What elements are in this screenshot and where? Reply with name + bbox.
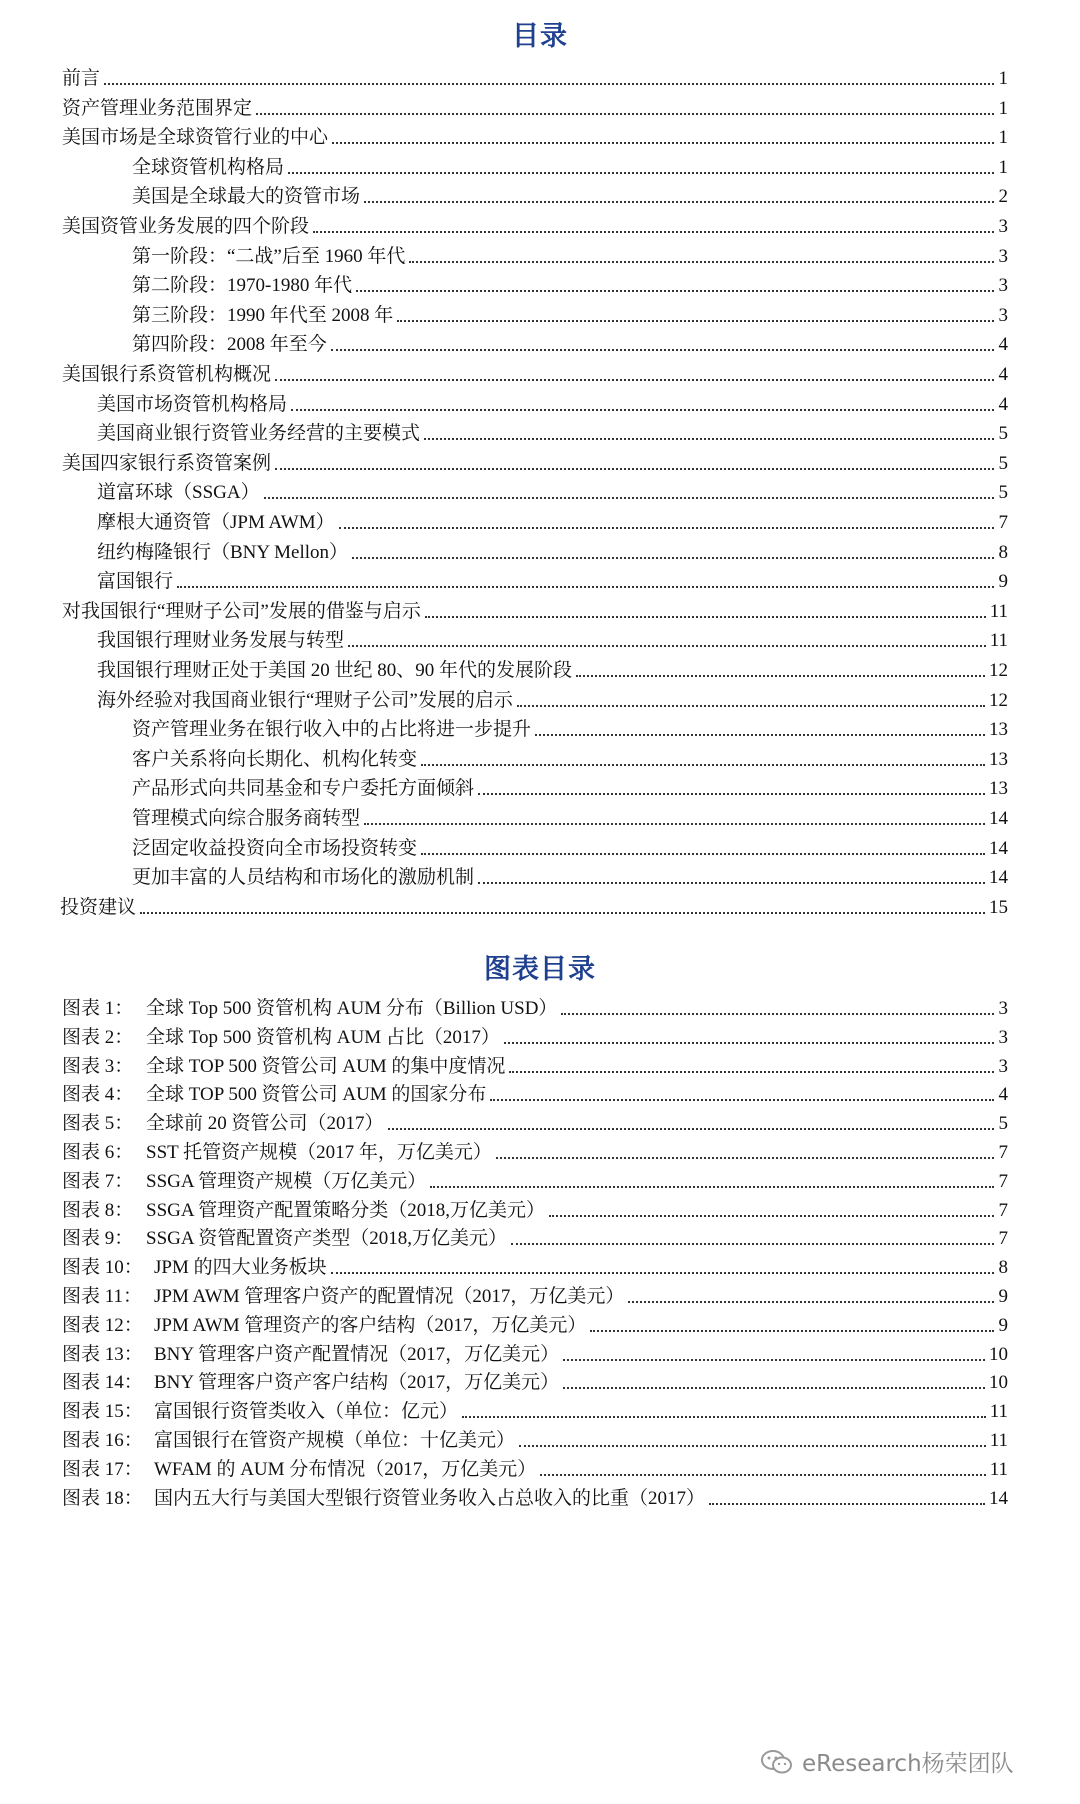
dot-leader	[561, 1013, 994, 1015]
dot-leader	[496, 1157, 994, 1159]
figure-entry-label: BNY 管理客户资产配置情况（2017，万亿美元）	[154, 1343, 560, 1365]
dot-leader	[519, 1445, 986, 1447]
figure-entry-page: 7	[998, 1142, 1008, 1163]
figure-entry[interactable]	[62, 1480, 1008, 1510]
toc-entry-page: 4	[998, 364, 1008, 385]
dot-leader	[478, 793, 985, 795]
toc-entry[interactable]	[132, 267, 1008, 297]
dot-leader	[364, 823, 985, 825]
dot-leader	[177, 586, 994, 588]
toc-entry-page: 13	[989, 719, 1008, 741]
figure-entry[interactable]	[62, 1307, 1008, 1337]
figure-entry-label: JPM AWM 管理资产的客户结构（2017，万亿美元）	[154, 1314, 587, 1336]
figure-entry-number: 图表 7：	[62, 1170, 134, 1192]
toc-entry-page: 3	[998, 275, 1008, 297]
figure-entry-number: 图表 12：	[62, 1314, 143, 1336]
toc-entry-label: 我国银行理财正处于美国 20 世纪 80、90 年代的发展阶段	[97, 660, 573, 681]
toc-entry-page: 3	[998, 304, 1008, 326]
figure-entry-label: WFAM 的 AUM 分布情况（2017，万亿美元）	[154, 1458, 537, 1480]
figure-entry[interactable]	[62, 1192, 1008, 1222]
dot-leader	[256, 113, 994, 115]
dot-leader	[275, 468, 994, 470]
figure-entry-label: 国内五大行与美国大型银行资管业务收入占总收入的比重（2017）	[154, 1487, 706, 1509]
toc-entry[interactable]	[97, 652, 1008, 682]
toc-entry-label: 富国银行	[97, 571, 174, 593]
figure-entry-label: SSGA 资管配置资产类型（2018,万亿美元）	[146, 1228, 508, 1250]
figure-entry[interactable]	[62, 1336, 1008, 1366]
dot-leader	[490, 1099, 994, 1101]
figure-entry[interactable]	[62, 1220, 1008, 1250]
dot-leader	[462, 1416, 986, 1418]
dot-leader	[388, 1128, 994, 1130]
figure-entry-label: 全球前 20 资管公司（2017）	[146, 1113, 384, 1135]
toc-entry-label: 美国市场资管机构格局	[97, 393, 288, 415]
figure-entry-number: 图表 18：	[62, 1487, 143, 1509]
figure-entry-number: 图表 9：	[62, 1228, 134, 1250]
toc-entry-page: 14	[989, 837, 1008, 859]
toc-entry-label: 美国资管业务发展的四个阶段	[62, 216, 310, 237]
dot-leader	[364, 201, 994, 203]
figure-entry-number: 图表 2：	[62, 1026, 134, 1048]
toc-entry-label: 管理模式向综合服务商转型	[132, 808, 361, 829]
dot-leader	[291, 409, 994, 411]
toc-entry[interactable]	[132, 741, 1008, 771]
dot-leader	[628, 1301, 994, 1303]
figure-entry-number: 图表 17：	[62, 1458, 143, 1480]
figure-entry-label: 富国银行在管资产规模（单位：十亿美元）	[154, 1430, 516, 1451]
wechat-icon	[760, 1748, 794, 1776]
figure-entry[interactable]	[62, 1105, 1008, 1135]
figure-entry-number: 图表 3：	[62, 1055, 134, 1077]
figure-entry-page: 4	[998, 1084, 1008, 1106]
toc-entry-page: 13	[989, 748, 1008, 770]
figure-entry-label: JPM 的四大业务板块	[154, 1257, 327, 1279]
dot-leader	[563, 1387, 985, 1389]
figure-entry[interactable]	[62, 1451, 1008, 1481]
toc-entry[interactable]	[62, 119, 1008, 149]
figure-entry-label: SSGA 管理资产规模（万亿美元）	[146, 1170, 427, 1192]
figure-entry-label: SST 托管资产规模（2017 年，万亿美元）	[146, 1142, 492, 1163]
dot-leader	[275, 379, 994, 381]
toc-entry-label: 客户关系将向长期化、机构化转变	[132, 748, 418, 770]
dot-leader	[430, 1186, 994, 1188]
toc-entry-label: 摩根大通资管（JPM AWM）	[97, 512, 335, 533]
toc-entry-label: 前言	[62, 68, 101, 89]
figure-entry-label: 全球 TOP 500 资管公司 AUM 的国家分布	[146, 1084, 487, 1106]
toc-entry[interactable]	[62, 90, 1008, 120]
figure-entry-page: 11	[989, 1430, 1008, 1451]
dot-leader	[104, 83, 994, 85]
dot-leader	[331, 1272, 994, 1274]
toc-entry[interactable]	[132, 711, 1008, 741]
dot-leader	[424, 438, 994, 440]
toc-entry[interactable]	[62, 356, 1008, 386]
figure-entry-page: 3	[998, 998, 1008, 1019]
dot-leader	[590, 1330, 994, 1332]
toc-entry-page: 1	[998, 68, 1008, 89]
toc-entry-label: 全球资管机构格局	[132, 156, 285, 178]
figure-entry-number: 图表 6：	[62, 1142, 134, 1163]
toc-entry-label: 美国商业银行资管业务经营的主要模式	[97, 423, 421, 445]
figure-entry-page: 10	[989, 1372, 1008, 1394]
toc-entry-label: 美国是全球最大的资管市场	[132, 186, 361, 208]
toc-entry[interactable]	[132, 178, 1008, 208]
toc-entry-page: 14	[989, 867, 1008, 889]
toc-entry-label: 海外经验对我国商业银行“理财子公司”发展的启示	[97, 689, 513, 711]
dot-leader	[576, 675, 985, 677]
toc-entry-page: 7	[998, 512, 1008, 533]
toc-entry-label: 我国银行理财业务发展与转型	[97, 630, 345, 652]
figure-entry[interactable]	[62, 1134, 1008, 1164]
watermark-text: eResearch杨荣团队	[802, 1751, 1014, 1777]
toc-entry-page: 4	[998, 393, 1008, 415]
figure-entry-number: 图表 14：	[62, 1372, 143, 1394]
figure-entry-label: 全球 Top 500 资管机构 AUM 分布（Billion USD）	[146, 998, 558, 1019]
dot-leader	[331, 349, 994, 351]
toc-entry[interactable]	[97, 534, 1008, 564]
figure-entry-page: 11	[989, 1458, 1008, 1480]
toc-entry-label: 产品形式向共同基金和专户委托方面倾斜	[132, 778, 475, 800]
toc-entry[interactable]	[132, 326, 1008, 356]
figure-entry-label: 富国银行资管类收入（单位：亿元）	[154, 1401, 459, 1423]
dot-leader	[540, 1474, 985, 1476]
dot-leader	[563, 1359, 985, 1361]
figure-entry[interactable]	[62, 1163, 1008, 1193]
toc-entry-label: 道富环球（SSGA）	[97, 482, 260, 504]
toc-entry-page: 8	[998, 541, 1008, 563]
toc-entry-page: 11	[989, 600, 1008, 622]
toc-entry[interactable]	[60, 889, 1008, 919]
toc-entry[interactable]	[97, 415, 1008, 445]
toc-entry-label: 对我国银行“理财子公司”发展的借鉴与启示	[62, 600, 421, 622]
figure-entry-page: 11	[989, 1401, 1008, 1423]
figure-entry-label: 全球 TOP 500 资管公司 AUM 的集中度情况	[146, 1055, 506, 1077]
dot-leader	[409, 261, 994, 263]
figure-entry-page: 10	[989, 1343, 1008, 1365]
toc-entry[interactable]	[97, 622, 1008, 652]
figure-entry-number: 图表 5：	[62, 1113, 134, 1135]
figure-list-title: 图表目录	[484, 954, 596, 985]
dot-leader	[511, 1243, 994, 1245]
figure-entry-number: 图表 11：	[62, 1286, 143, 1307]
toc-entry-page: 1	[998, 97, 1008, 119]
toc-entry[interactable]	[62, 208, 1008, 238]
toc-entry-page: 1	[998, 156, 1008, 178]
toc-entry-label: 投资建议	[60, 896, 137, 918]
figure-entry-number: 图表 15：	[62, 1401, 143, 1423]
toc-entry-page: 4	[998, 334, 1008, 356]
dot-leader	[288, 172, 994, 174]
toc-entry-label: 第二阶段：1970-1980 年代	[132, 275, 353, 297]
figure-entry[interactable]	[62, 1422, 1008, 1452]
figure-entry[interactable]	[62, 1364, 1008, 1394]
dot-leader	[425, 616, 986, 618]
dot-leader	[504, 1042, 994, 1044]
figure-entry-page: 14	[989, 1487, 1008, 1509]
dot-leader	[535, 734, 985, 736]
dot-leader	[352, 557, 994, 559]
toc-entry-label: 资产管理业务在银行收入中的占比将进一步提升	[132, 719, 532, 741]
toc-entry[interactable]	[132, 238, 1008, 268]
toc-entry[interactable]	[132, 770, 1008, 800]
figure-entry-page: 7	[998, 1199, 1008, 1221]
figure-entry-number: 图表 16：	[62, 1430, 143, 1451]
dot-leader	[348, 645, 986, 647]
dot-leader	[421, 853, 985, 855]
dot-leader	[313, 231, 994, 233]
toc-entry-page: 9	[998, 571, 1008, 593]
toc-title: 目录	[512, 21, 568, 52]
figure-entry-page: 3	[998, 1055, 1008, 1077]
toc-entry[interactable]	[62, 60, 1008, 90]
toc-entry-page: 14	[989, 808, 1008, 829]
figure-entry-label: SSGA 管理资产配置策略分类（2018,万亿美元）	[146, 1199, 546, 1221]
watermark	[760, 1745, 1014, 1778]
toc-entry[interactable]	[132, 830, 1008, 860]
figure-entry-label: JPM AWM 管理客户资产的配置情况（2017，万亿美元）	[154, 1286, 625, 1307]
dot-leader	[356, 290, 994, 292]
dot-leader	[397, 320, 994, 322]
toc-entry-page: 2	[998, 186, 1008, 208]
dot-leader	[339, 527, 994, 529]
dot-leader	[517, 705, 985, 707]
toc-entry-page: 3	[998, 245, 1008, 267]
figure-entry-page: 8	[998, 1257, 1008, 1279]
figure-entry-page: 5	[998, 1113, 1008, 1135]
toc-entry-page: 11	[989, 630, 1008, 652]
toc-entry[interactable]	[97, 504, 1008, 534]
toc-entry[interactable]	[97, 474, 1008, 504]
dot-leader	[421, 764, 985, 766]
figure-entry-label: 全球 Top 500 资管机构 AUM 占比（2017）	[146, 1026, 500, 1048]
dot-leader	[332, 142, 994, 144]
toc-entry-label: 第四阶段：2008 年至今	[132, 334, 327, 356]
figure-entry[interactable]	[62, 1249, 1008, 1279]
dot-leader	[549, 1215, 994, 1217]
figure-entry[interactable]	[62, 1048, 1008, 1078]
toc-entry[interactable]	[132, 297, 1008, 327]
toc-entry-page: 3	[998, 216, 1008, 237]
figure-entry[interactable]	[62, 1076, 1008, 1106]
figure-entry-page: 9	[998, 1286, 1008, 1307]
figure-entry-number: 图表 10：	[62, 1257, 143, 1279]
figure-entry-number: 图表 4：	[62, 1084, 134, 1106]
toc-entry-label: 资产管理业务范围界定	[62, 97, 253, 119]
toc-entry-label: 美国四家银行系资管案例	[62, 452, 272, 474]
toc-entry-page: 5	[998, 452, 1008, 474]
figure-entry-page: 7	[998, 1170, 1008, 1192]
figure-entry-label: BNY 管理客户资产客户结构（2017，万亿美元）	[154, 1372, 560, 1394]
toc-entry[interactable]	[97, 386, 1008, 416]
dot-leader	[264, 497, 994, 499]
toc-entry-page: 1	[998, 127, 1008, 149]
dot-leader	[709, 1503, 985, 1505]
toc-entry-page: 15	[989, 896, 1008, 918]
figure-entry-number: 图表 8：	[62, 1199, 134, 1221]
toc-entry[interactable]	[132, 149, 1008, 179]
toc-entry-label: 第一阶段：“二战”后至 1960 年代	[132, 245, 406, 267]
dot-leader	[478, 882, 985, 884]
toc-entry-page: 13	[989, 778, 1008, 800]
figure-entry-number: 图表 1：	[62, 998, 134, 1019]
figure-entry-page: 3	[998, 1026, 1008, 1048]
toc-entry-label: 更加丰富的人员结构和市场化的激励机制	[132, 867, 475, 889]
figure-entry[interactable]	[62, 1019, 1008, 1049]
toc-entry-label: 泛固定收益投资向全市场投资转变	[132, 837, 418, 859]
toc-entry[interactable]	[62, 445, 1008, 475]
toc-entry[interactable]	[97, 563, 1008, 593]
figure-entry[interactable]	[62, 990, 1008, 1020]
toc-entry[interactable]	[97, 682, 1008, 712]
figure-entry-page: 7	[998, 1228, 1008, 1250]
figure-entry-number: 图表 13：	[62, 1343, 143, 1365]
toc-entry-label: 美国银行系资管机构概况	[62, 364, 272, 385]
toc-entry-label: 第三阶段：1990 年代至 2008 年	[132, 304, 394, 326]
toc-entry-page: 5	[998, 423, 1008, 445]
toc-entry-page: 12	[989, 689, 1008, 711]
toc-entry-label: 美国市场是全球资管行业的中心	[62, 127, 329, 149]
toc-entry-label: 纽约梅隆银行（BNY Mellon）	[97, 541, 349, 563]
dot-leader	[140, 912, 985, 914]
figure-entry[interactable]	[62, 1278, 1008, 1308]
toc-entry-page: 12	[989, 660, 1008, 681]
dot-leader	[509, 1071, 994, 1073]
toc-entry[interactable]	[132, 859, 1008, 889]
toc-entry-page: 5	[998, 482, 1008, 504]
toc-entry[interactable]	[132, 800, 1008, 830]
figure-entry-page: 9	[998, 1314, 1008, 1336]
toc-entry[interactable]	[62, 593, 1008, 623]
figure-entry[interactable]	[62, 1393, 1008, 1423]
